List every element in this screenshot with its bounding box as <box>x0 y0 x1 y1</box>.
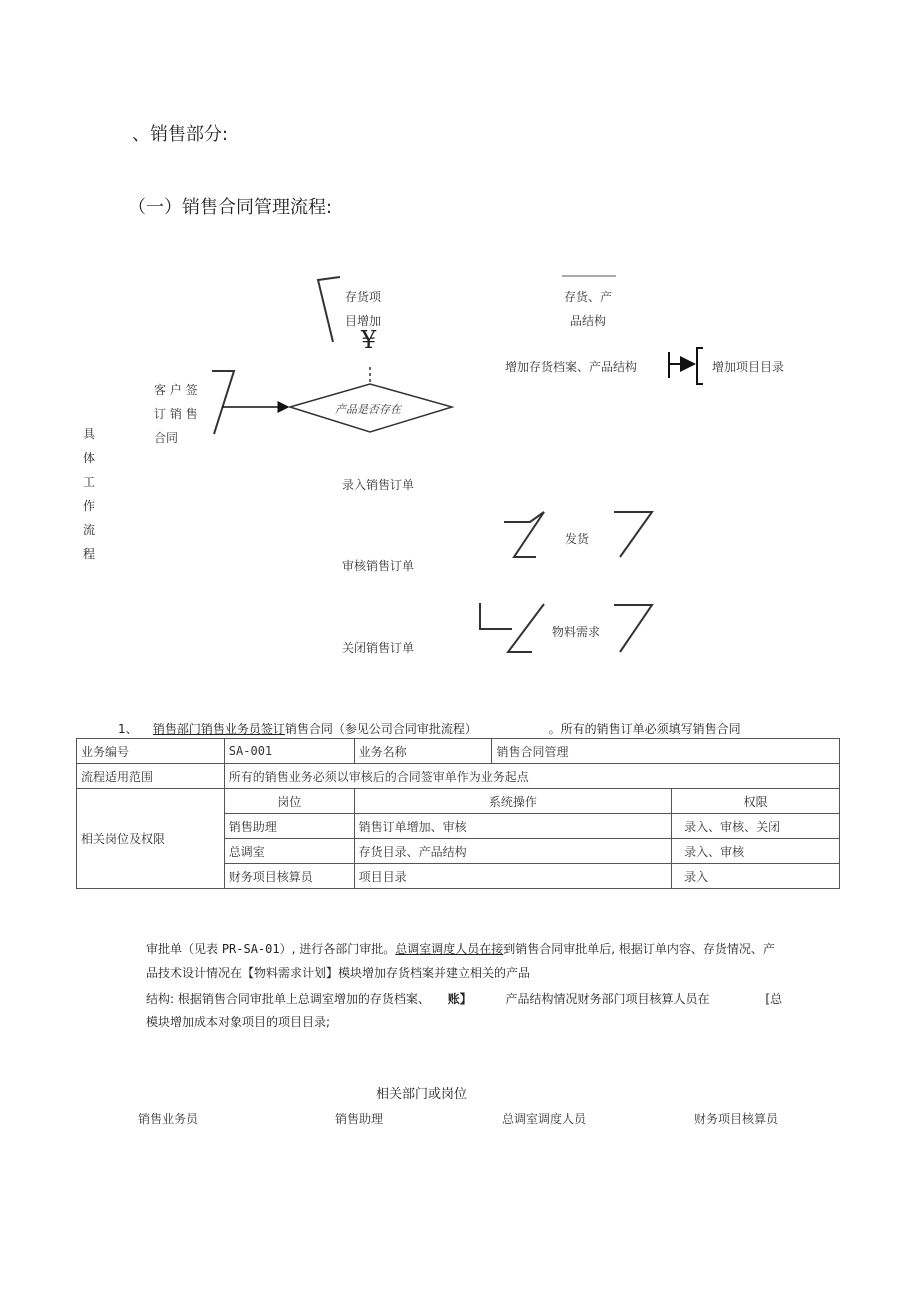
step1-underlined: 销售部门销售业务员签订 <box>152 722 285 736</box>
material-left-shape <box>480 603 544 652</box>
inventory-add-bracket <box>318 277 340 342</box>
roles-label: 相关岗位及权限 <box>77 789 225 889</box>
biz-name-value: 销售合同管理 <box>492 739 840 764</box>
scope-value: 所有的销售业务必须以审核后的合同签审单作为业务起点 <box>224 764 839 789</box>
paragraph-line-2: 品技术设计情况在【物料需求计划】模块增加存货档案并建立相关的产品 <box>146 966 531 980</box>
paragraph-line-4: 模块增加成本对象项目的项目目录; <box>146 1015 331 1029</box>
add-archive-label: 增加存货档案、产品结构 <box>505 360 638 374</box>
add-project-label: 增加项目目录 <box>712 360 785 374</box>
step1-number: 1、 <box>118 722 138 736</box>
role-post: 财务项目核算员 <box>224 864 354 889</box>
inventory-structure-label: 存货、产 品结构 <box>564 290 613 328</box>
process-info-table <box>76 738 840 889</box>
customer-bracket <box>212 371 234 434</box>
inventory-add-label: 存货项 目增加 <box>345 290 382 328</box>
ship-label: 发货 <box>565 532 590 546</box>
role-perm: 录入、审核 <box>672 839 840 864</box>
decision-label: 产品是否存在 <box>335 403 401 416</box>
role-op: 存货目录、产品结构 <box>354 839 672 864</box>
role-perm: 录入 <box>672 864 840 889</box>
biz-name-label: 业务名称 <box>354 739 492 764</box>
material-need-label: 物料需求 <box>552 625 601 639</box>
role-perm: 录入、审核、关闭 <box>672 814 840 839</box>
enter-order-label: 录入销售订单 <box>342 478 415 492</box>
step1-text: 销售合同（参见公司合同审批流程） <box>284 722 477 736</box>
paragraph-line-3: 结构: 根据销售合同审批单上总调室增加的存货档案、 账】 产品结构情况财务部门项目核算人员在 [总 <box>146 992 783 1006</box>
side-label: 具 体 工 作 流 程 <box>82 427 95 561</box>
related-role-sales-assistant: 销售助理 <box>335 1112 384 1126</box>
ship-right-shape <box>614 512 652 557</box>
project-bracket <box>697 348 703 384</box>
close-order-label: 关闭销售订单 <box>342 641 415 655</box>
review-order-label: 审核销售订单 <box>342 559 415 573</box>
col-op-header: 系统操作 <box>354 789 672 814</box>
biz-code-label: 业务编号 <box>77 739 225 764</box>
table-row <box>77 739 840 764</box>
role-post: 销售助理 <box>224 814 354 839</box>
section-title: 、销售部分: <box>132 124 229 145</box>
customer-sign-label: 客 户 签 订 销 售 合同 <box>154 383 198 445</box>
table-row <box>77 789 840 814</box>
scope-label: 流程适用范围 <box>77 764 225 789</box>
role-op: 项目目录 <box>354 864 672 889</box>
subsection-title: （一）销售合同管理流程: <box>128 197 333 218</box>
col-post-header: 岗位 <box>224 789 354 814</box>
role-post: 总调室 <box>224 839 354 864</box>
yen-icon: ¥ <box>361 326 377 354</box>
related-title: 相关部门或岗位 <box>376 1087 468 1102</box>
col-perm-header: 权限 <box>672 789 840 814</box>
step1-line <box>118 720 741 737</box>
related-role-sales-rep: 销售业务员 <box>138 1112 199 1126</box>
related-role-dispatcher: 总调室调度人员 <box>502 1112 587 1126</box>
related-role-finance: 财务项目核算员 <box>694 1112 779 1126</box>
ship-left-shape <box>504 512 544 557</box>
biz-code-value: SA-001 <box>224 739 354 764</box>
step1-note: 。所有的销售订单必须填写销售合同 <box>548 722 741 736</box>
material-right-shape <box>614 605 652 652</box>
role-op: 销售订单增加、审核 <box>354 814 672 839</box>
paragraph-line-1: 审批单（见表 PR-SA-01）, 进行各部门审批。总调室调度人员在接到销售合同审批单后, 根据订单内容、存货情况、产 <box>146 942 775 956</box>
table-row <box>77 764 840 789</box>
